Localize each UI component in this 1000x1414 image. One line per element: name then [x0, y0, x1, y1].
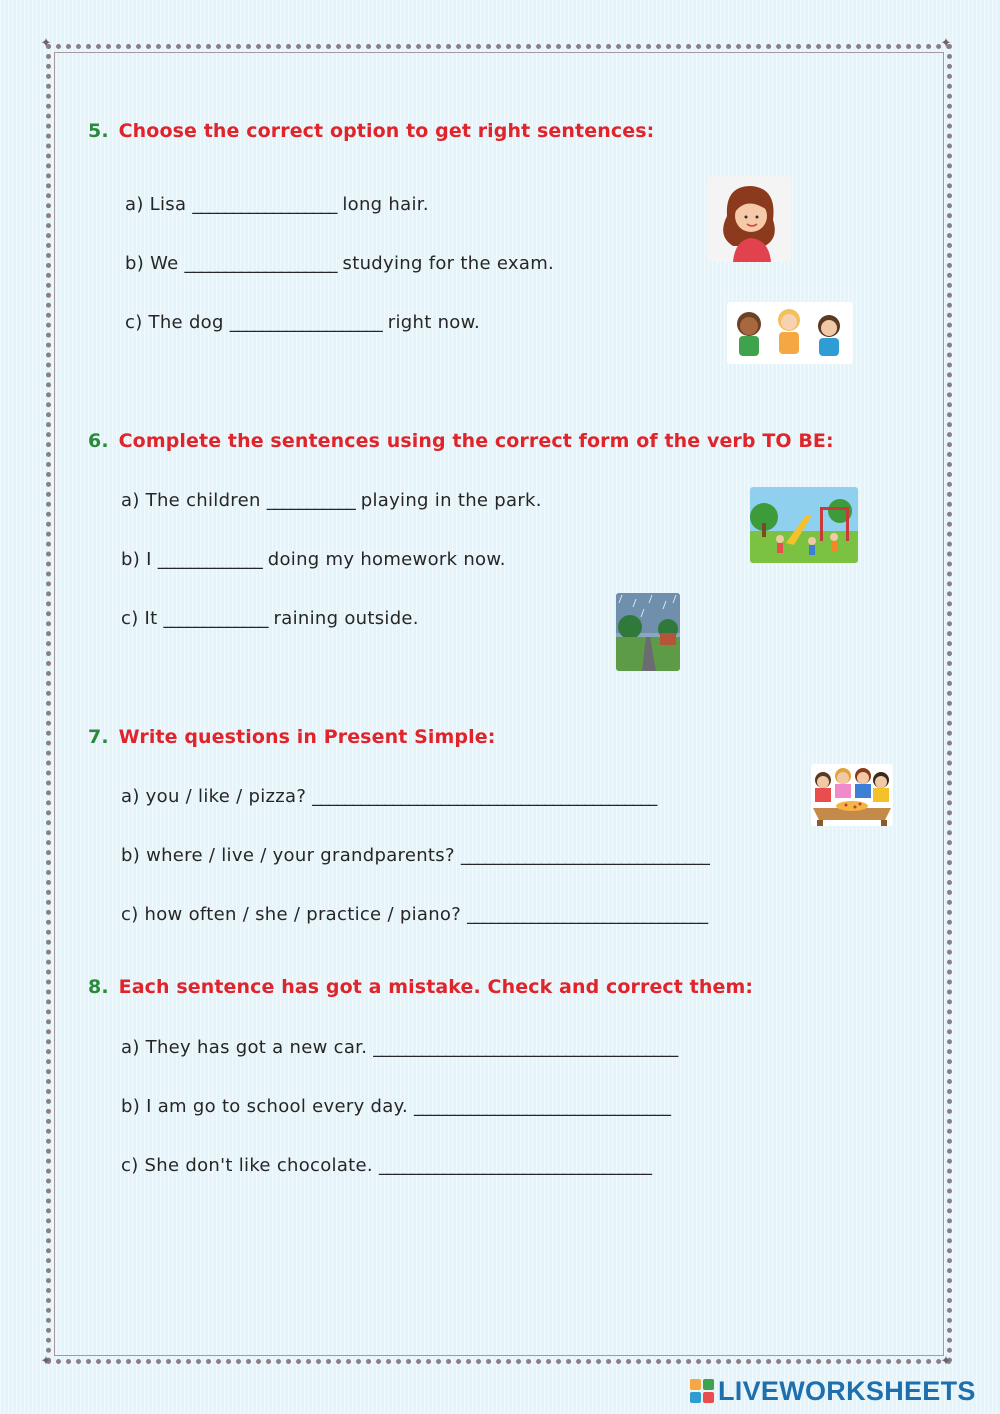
exercise-7a	[121, 786, 656, 807]
section-title: Choose the correct option to get right sentences:	[118, 120, 655, 142]
answer-blank[interactable]: ______________________________________	[373, 1037, 678, 1058]
section-number: 7.	[88, 726, 109, 748]
exercise-5a	[125, 194, 429, 215]
corner-ornament-icon: ✦	[40, 36, 52, 51]
sentence-start: c) It	[121, 608, 164, 629]
section-title: Write questions in Present Simple:	[118, 726, 496, 748]
logo-grid-icon	[690, 1379, 714, 1403]
exercise-7c	[121, 904, 707, 925]
section-5-heading	[88, 120, 654, 142]
rainy-street-image	[616, 593, 680, 671]
sentence-end: studying for the exam.	[336, 253, 555, 274]
exercise-5c	[125, 312, 480, 333]
section-number: 5.	[88, 120, 109, 142]
exercise-8c	[121, 1155, 651, 1176]
answer-blank[interactable]: ________________________________	[414, 1096, 671, 1117]
answer-blank[interactable]: ___________________	[184, 253, 337, 274]
brand-name: LIVEWORKSHEETS	[718, 1375, 976, 1406]
section-title: Complete the sentences using the correct form of the verb TO BE:	[118, 430, 834, 452]
exercise-6a	[121, 490, 542, 511]
sentence-start: a) They has got a new car.	[121, 1037, 374, 1058]
sentence-start: a) The children	[121, 490, 267, 511]
corner-ornament-icon: ✦	[940, 36, 952, 51]
answer-blank[interactable]: __________________	[192, 194, 337, 215]
exercise-7b	[121, 845, 709, 866]
corner-ornament-icon: ✦	[40, 1354, 52, 1369]
answer-blank[interactable]: ___________________________________________	[312, 786, 657, 807]
answer-blank[interactable]: _____________	[163, 608, 268, 629]
sentence-end: right now.	[381, 312, 480, 333]
sentence-start: b) I	[121, 549, 158, 570]
sentence-start: c) The dog	[125, 312, 230, 333]
section-7-heading	[88, 726, 495, 748]
girl-long-hair-image	[707, 176, 791, 262]
answer-blank[interactable]: _____________	[157, 549, 262, 570]
answer-blank[interactable]: ______________________________	[467, 904, 708, 925]
sentence-start: a) Lisa	[125, 194, 193, 215]
sentence-end: doing my homework now.	[261, 549, 506, 570]
sentence-end: long hair.	[336, 194, 429, 215]
sentence-start: a) you / like / pizza?	[121, 786, 313, 807]
section-title: Each sentence has got a mistake. Check and correct them:	[118, 976, 754, 998]
answer-blank[interactable]: _______________________________	[460, 845, 709, 866]
answer-blank[interactable]: ___________________	[229, 312, 382, 333]
sentence-end: raining outside.	[267, 608, 419, 629]
sentence-end: playing in the park.	[354, 490, 542, 511]
corner-ornament-icon: ✦	[940, 1354, 952, 1369]
exercise-6c	[121, 608, 419, 629]
kids-playing-image	[727, 302, 853, 364]
section-number: 8.	[88, 976, 109, 998]
exercise-8a	[121, 1037, 677, 1058]
liveworksheets-logo[interactable]	[690, 1374, 990, 1408]
sentence-start: b) where / live / your grandparents?	[121, 845, 461, 866]
sentence-start: b) I am go to school every day.	[121, 1096, 415, 1117]
exercise-8b	[121, 1096, 670, 1117]
exercise-6b	[121, 549, 506, 570]
section-number: 6.	[88, 430, 109, 452]
section-8-heading	[88, 976, 753, 998]
sentence-start: c) She don't like chocolate.	[121, 1155, 379, 1176]
section-6-heading	[88, 430, 834, 452]
sentence-start: b) We	[125, 253, 185, 274]
kids-eating-pizza-image	[811, 764, 893, 826]
park-playground-image	[750, 487, 858, 563]
sentence-start: c) how often / she / practice / piano?	[121, 904, 468, 925]
answer-blank[interactable]: ___________	[266, 490, 355, 511]
exercise-5b	[125, 253, 554, 274]
answer-blank[interactable]: __________________________________	[378, 1155, 651, 1176]
